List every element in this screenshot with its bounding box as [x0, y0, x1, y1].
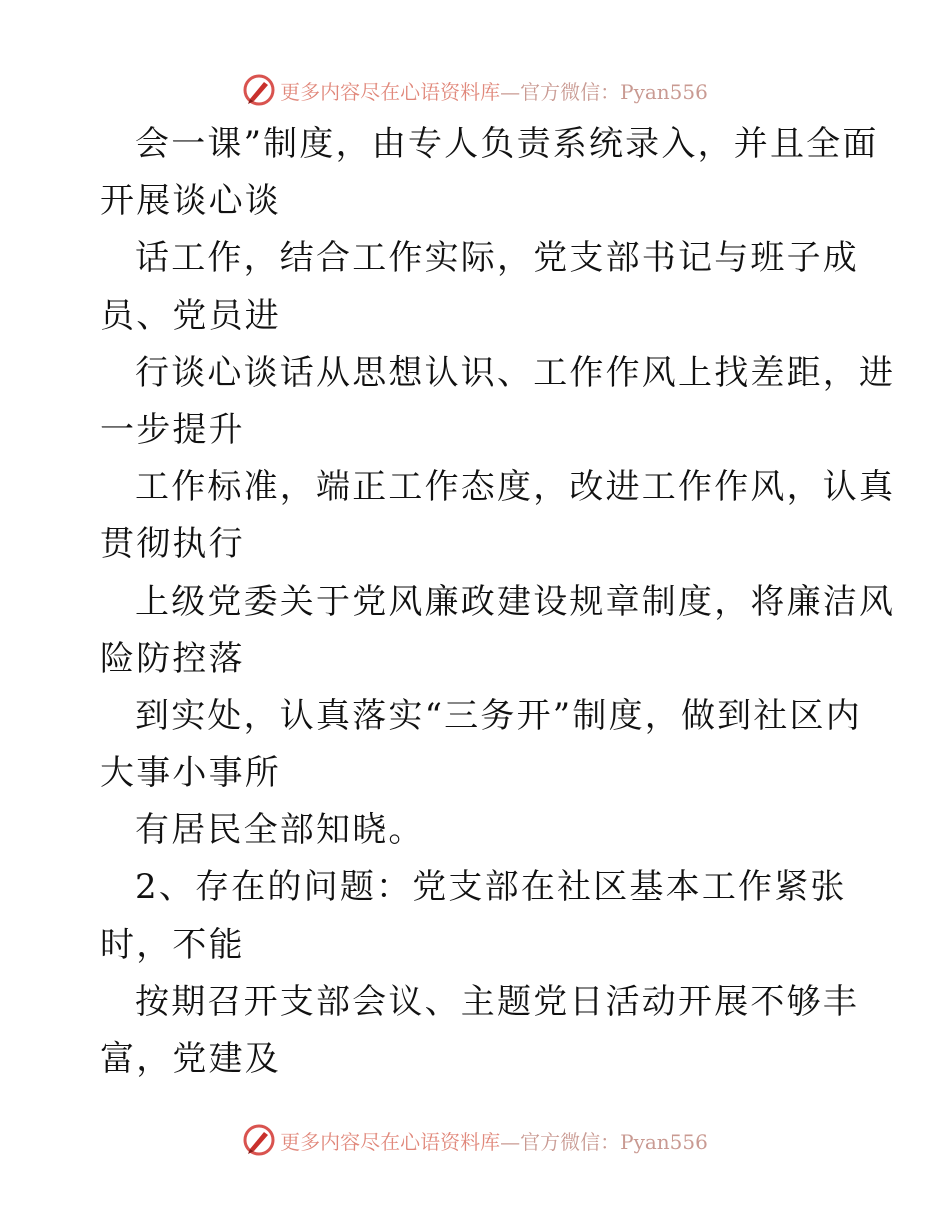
text-line: 贯彻执行 [100, 524, 245, 565]
footer-watermark [0, 1120, 950, 1160]
text-line: 开展谈心谈 [100, 181, 281, 222]
text-line: 险防控落 [100, 638, 245, 679]
pen-logo-icon [242, 73, 276, 107]
text-line: 行谈心谈话从思想认识、工作作风上找差距，进 [135, 352, 896, 393]
text-line: 一步提升 [100, 409, 245, 450]
text-line: 时，不能 [100, 924, 245, 965]
watermark-text: 更多内容尽在心语资料库—官方微信：Pyan556 [280, 1129, 708, 1154]
text-line: 2、存在的问题：党支部在社区基本工作紧张 [135, 867, 847, 908]
watermark-text: 更多内容尽在心语资料库—官方微信：Pyan556 [280, 79, 708, 104]
pen-logo-icon [242, 1123, 276, 1157]
text-line: 工作标准，端正工作态度，改进工作作风，认真 [135, 467, 896, 508]
text-line: 按期召开支部会议、主题党日活动开展不够丰 [135, 981, 859, 1022]
header-watermark [0, 70, 950, 110]
text-line: 到实处，认真落实“三务开”制度，做到社区内 [135, 695, 862, 736]
text-line: 大事小事所 [100, 753, 281, 794]
document-body [100, 116, 896, 1088]
text-line: 上级党委关于党风廉政建设规章制度，将廉洁风 [135, 581, 896, 622]
text-line: 会一课”制度，由专人负责系统录入，并且全面 [135, 124, 879, 164]
text-line: 富，党建及 [100, 1039, 281, 1079]
text-line: 话工作，结合工作实际，党支部书记与班子成 [135, 238, 859, 279]
text-line: 有居民全部知晓。 [135, 810, 425, 851]
text-line: 员、党员进 [100, 295, 281, 336]
